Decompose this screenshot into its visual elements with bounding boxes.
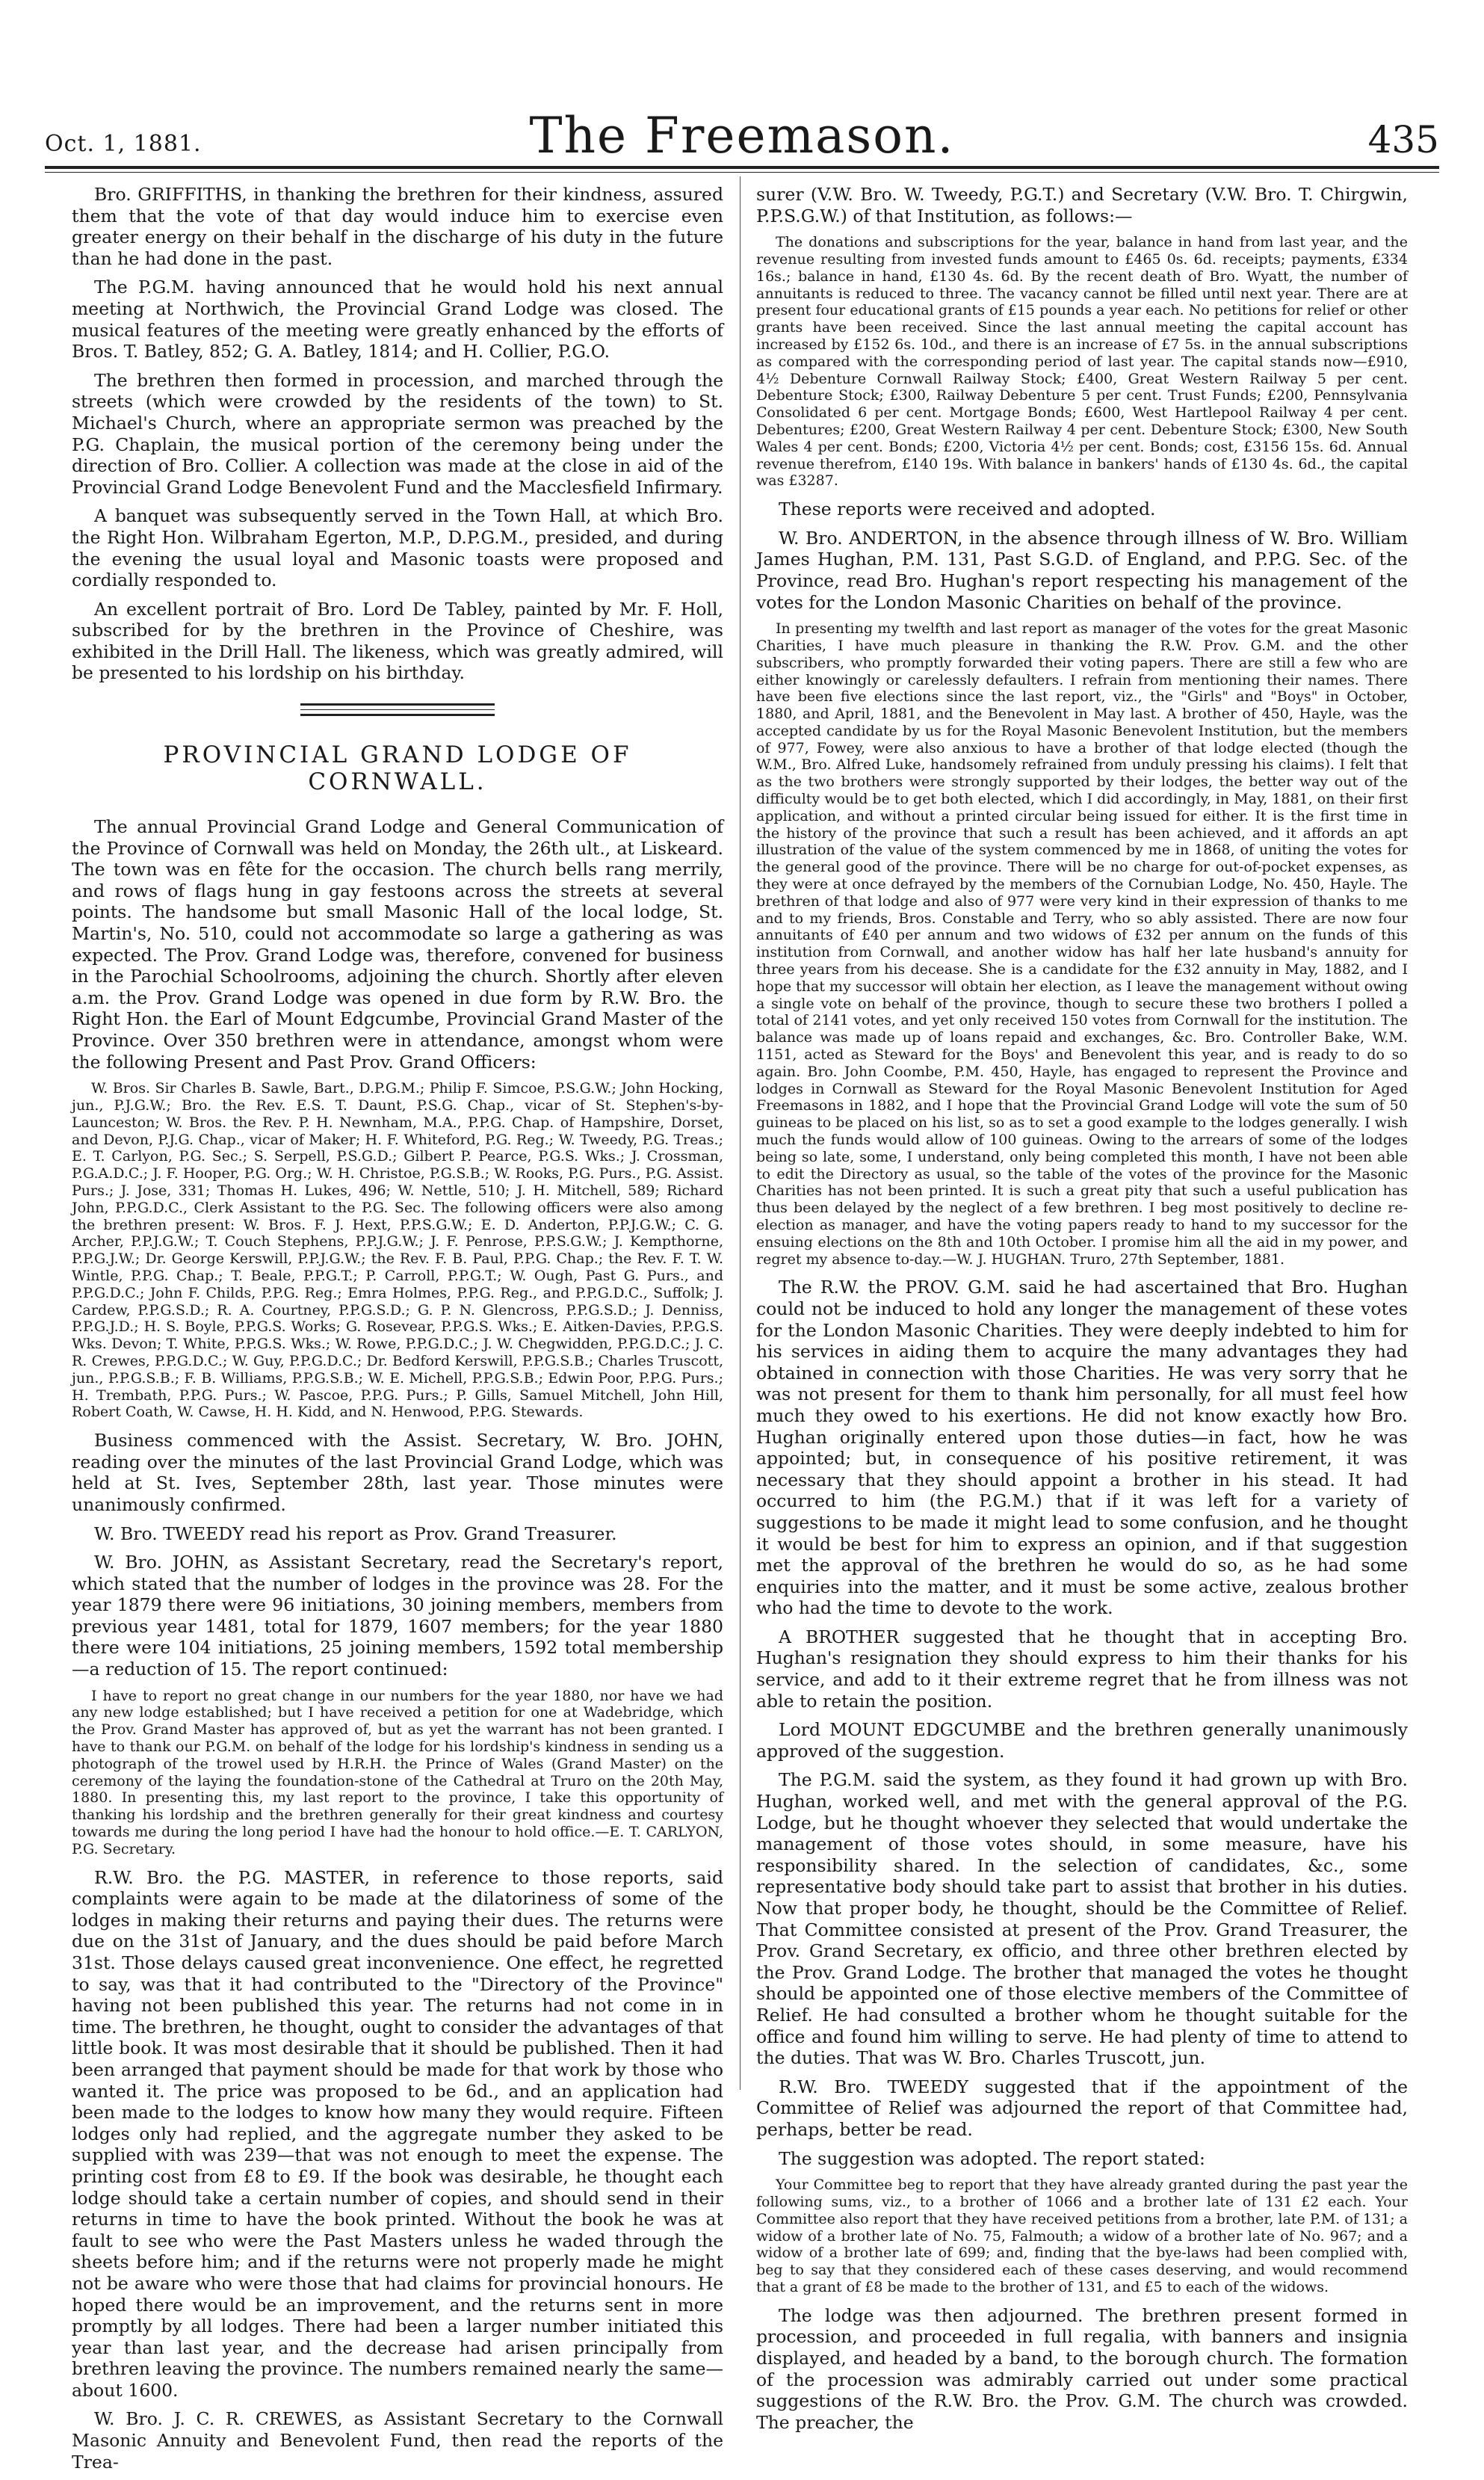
paragraph: The lodge was then adjourned. The brethren present formed in procession, and proceeded in full regalia, with banners and insignia displayed, and headed by a band, to the borough church. The formation of the procession was admirably carried out under some practical suggestions of the R.W. Bro. the Prov. G.M. The church was crowded. The preacher, the — [756, 2304, 1408, 2433]
left-column — [72, 184, 723, 2480]
quoted-report: In presenting my twelfth and last report as manager of the votes for the great Masonic Charities, I have much pleasure in thanking the R.W. Prov. G.M. and the other subscribers, who promptly forwarded their voting papers. There are still a few who are either knowingly or carelessly defaulters. I refrain from mentioning their names. There have been five elections since the last report, viz., the "Girls" and "Boys" in October, 1880, and April, 1881, and the Benevolent in May last. A brother of 450, Hayle, was the accepted candidate by us for the Royal Masonic Benevolent Institution, but the members of 977, Fowey, were also anxious to have a brother of that lodge elected (though the W.M., Bro. Alfred Luke, handsomely refrained from unduly pressing his claims). I felt that as the two brothers were strongly supported by their lodges, the better way out of the difficulty would be to get both elected, which I did accordingly, in May, 1881, on their first application, and without a printed circular being issued for either. It is the first time in the history of the province that such a result has been achieved, and it affords an apt illustration of the value of the system commenced by me in 1868, of uniting the votes for the general good of the province. There will be no charge for out-of-pocket expenses, as they were at once defrayed by the members of the Cornubian Lodge, No. 450, Hayle. The brethren of that lodge and also of 977 were very kind in their expression of thanks to me and to my friends, Bros. Constable and Terry, who so ably assisted. There are now four annuitants of £40 per annum and two widows of £32 per annum on the funds of this institution from Cornwall, and another widow has half her late husband's annuity for three years from his decease. She is a candidate for the £32 annuity in May, 1882, and I hope that my successor will obtain her election, as I leave the management without owing a single vote on behalf of the province, though to secure these two brothers I polled a total of 2141 votes, and yet only received 150 votes from Cornwall for the institution. The balance was made up of loans repaid and exchanges, &c. Bro. Controller Bake, W.M. 1151, acted as Steward for the Boys' and Benevolent this year, and is ready to do so again. Bro. John Coombe, P.M. 450, Hayle, has engaged to represent the Province and lodges in Cornwall as Steward for the Royal Masonic Benevolent Institution for Aged Freemasons in 1882, and I hope that the Provincial Grand Lodge will vote the sum of 50 guineas to be placed on his list, so as to set a good example to the lodges generally. I wish much the funds would allow of 100 guineas. Owing to the arrears of some of the lodges being so late, some, I understand, only being completed this month, I have not been able to edit the Directory as usual, so the table of the votes of the province for the Masonic Charities has not been printed. It is such a great pity that such a useful publication has thus been delayed by the neglect of a few brethren. I beg most positively to decline re-election as manager, and have the voting papers ready to hand to my successor for the ensuing elections on the 8th and 10th October. I promise him all the aid in my power, and regret my absence to-day.—W. J. HUGHAN. Truro, 27th September, 1881. — [756, 620, 1408, 1268]
masthead — [45, 105, 1439, 164]
masthead-rule-thin — [45, 172, 1439, 173]
quoted-report: Your Committee beg to report that they have already granted during the past year the following sums, viz., to a brother of 1066 and a brother late of 131 £2 each. Your Committee also report that they have received petitions from a brother, late P.M. of 131; a widow of a brother late of No. 75, Falmouth; a widow of a brother late of No. 967; and a widow of a brother late of 699; and, finding that the bye-laws had been complied with, beg to say that they considered each of these cases deserving, and would recommend that a grant of £8 be made to the brother of 131, and £5 to each of the widows. — [756, 2177, 1408, 2295]
paragraph: W. Bro. JOHN, as Assistant Secretary, read the Secretary's report, which stated that the number of lodges in the province was 28. For the year 1879 there were 96 initiations, 30 joining members, members from previous year 1481, total for 1879, 1607 members; for the year 1880 there were 104 initiations, 25 joining members, 1592 total membership—a reduction of 15. The report continued: — [72, 1552, 723, 1680]
paragraph: Business commenced with the Assist. Secretary, W. Bro. JOHN, reading over the minutes of the last Provincial Grand Lodge, which was held at St. Ives, September 28th, last year. Those minutes were unanimously confirmed. — [72, 1430, 723, 1515]
column-divider — [740, 176, 741, 2090]
paragraph: Bro. GRIFFITHS, in thanking the brethren for their kindness, assured them that the vote of that day would induce him to exercise even greater energy on their behalf in the discharge of his duty in the future than he had done in the past. — [72, 184, 723, 269]
paragraph: W. Bro. TWEEDY read his report as Prov. Grand Treasurer. — [94, 1523, 617, 1544]
paragraph: R.W. Bro. the P.G. MASTER, in reference to those reports, said complaints were again to be made at the dilatoriness of some of the lodges in making their returns and paying their dues. The returns were due on the 31st of January, and the dues should be paid before March 31st. Those delays caused great inconvenience. One effect, he regretted to say, was that it had contributed to the "Directory of the Province" having not been published this year. The returns had not come in in time. The brethren, he thought, ought to consider the advantages of that little book. It was most desirable that it should be published. Then it had been arranged that payment should be made for that work by those who wanted it. The price was proposed to be 6d., and an application had been made to the lodges to know how many they would require. Fifteen lodges only had replied, and the aggregate number they asked to be supplied with was 239—that was not enough to meet the expense. The printing cost from £8 to £9. If the book was desirable, he thought each lodge should take a certain number of copies, and should send in their returns in time to have the book printed. Without the book he was at fault to see who were the Past Masters unless he waded through the sheets before him; and if the returns were not properly made he might not be aware who were those that had claims for provincial honours. He hoped there would be an improvement, and the returns sent in more promptly by all lodges. There had been a larger number initiated this year than last year, and the decrease had arisen principally from brethren leaving the province. The numbers remained nearly the same—about 1600. — [72, 1866, 723, 2401]
publication-title: The Freemason. — [529, 107, 955, 164]
paragraph: R.W. Bro. TWEEDY suggested that if the appointment of the Committee of Relief was adjourned the report of that Committee had, perhaps, better be read. — [756, 2076, 1408, 2140]
paragraph: The annual Provincial Grand Lodge and General Communication of the Province of Cornwall was held on Monday, the 26th ult., at Liskeard. The town was en fête for the occasion. The church bells rang merrily, and rows of flags hung in gay festoons across the streets at several points. The handsome but small Masonic Hall of the local lodge, St. Martin's, No. 510, could not accommodate so large a gathering as was expected. The Prov. Grand Lodge was, therefore, convened for business in the Parochial Schoolrooms, adjoining the church. Shortly after eleven a.m. the Prov. Grand Lodge was opened in due form by R.W. Bro. the Right Hon. the Earl of Mount Edgcumbe, Provincial Grand Master of the Province. Over 350 brethren were in attendance, amongst whom were the following Present and Past Prov. Grand Officers: — [72, 816, 723, 1073]
section-heading: PROVINCIAL GRAND LODGE OF CORNWALL. — [163, 741, 632, 796]
quoted-report: I have to report no great change in our numbers for the year 1880, nor have we had any new lodge established; but I have received a petition for one at Wadebridge, which the Prov. Grand Master has approved of, but as yet the warrant has not been granted. I have to thank our P.G.M. on behalf of the lodge for his lordship's kindness in sending us a photograph of the trowel used by H.R.H. the Prince of Wales (Grand Master) on the ceremony of the laying the foundation-stone of the Cathedral at Truro on the 20th May, 1880. In presenting this, my last report to the province, I take this opportunity of thanking his lordship and the brethren generally for their great kindness and courtesy towards me during the long period I have had the honour to hold office.—E. T. CARLYON, P.G. Secretary. — [72, 1687, 723, 1857]
officers-list: W. Bros. Sir Charles B. Sawle, Bart., D.P.G.M.; Philip F. Simcoe, P.S.G.W.; John Hocking, jun., P.J.G.W.; Bro. the Rev. E.S. T. Daunt, P.S.G. Chap., vicar of St. Stephen's-by-Launceston; W. Bros. the Rev. P. H. Newnham, M.A., P.P.G. Chap. of Hampshire, Dorset, and Devon, P.J.G. Chap., vicar of Maker; H. F. Whiteford, P.G. Reg.; W. Tweedy, P.G. Treas.; E. T. Carlyon, P.G. Sec.; S. Serpell, P.S.G.D.; Gilbert P. Pearce, P.G.S. Wks.; J. Crossman, P.G.A.D.C.; J. F. Hooper, P.G. Org.; W. H. Christoe, P.G.S.B.; W. Rooks, P.G. Purs., P.G. Assist. Purs.; J. Jose, 331; Thomas H. Lukes, 496; W. Nettle, 510; J. H. Mitchell, 589; Richard John, P.P.G.D.C., Clerk Assistant to the P.G. Sec. The following officers were also among the brethren present: W. Bros. F. J. Hext, P.P.S.G.W.; E. D. Anderton, P.P.J.G.W.; C. G. Archer, P.P.J.G.W.; T. Couch Stephens, P.P.J.G.W.; J. F. Penrose, P.P.S.G.W.; J. Kempthorne, P.P.G.J.W.; Dr. George Kerswill, P.P.J.G.W.; the Rev. F. B. Paul, P.P.G. Chap.; the Rev. F. T. W. Wintle, P.P.G. Chap.; T. Beale, P.P.G.T.; P. Carroll, P.P.G.T.; W. Ough, Past G. Purs., and P.P.G.D.C.; John F. Childs, P.P.G. Reg.; Emra Holmes, P.P.G. Reg., and P.P.G.D.C., Suffolk; J. Cardew, P.P.G.S.D.; R. A. Courtney, P.P.G.S.D.; G. P. N. Glencross, P.P.G.S.D.; J. Denniss, P.P.G.J.D.; H. S. Boyle, P.P.G.S. Works; G. Rosevear, P.P.G.S. Wks.; E. Aitken-Davies, P.P.G.S. Wks. Devon; T. White, P.P.G.S. Wks.; W. Rowe, P.P.G.D.C.; J. W. Chegwidden, P.P.G.D.C.; J. C. R. Crewes, P.P.G.D.C.; W. Guy, P.P.G.D.C.; Dr. Bedford Kerswill, P.P.G.S.B.; Charles Truscott, jun., P.P.G.S.B.; F. B. Williams, P.P.G.S.B.; W. E. Michell, P.P.G.S.B.; Edwin Poor, P.P.G. Purs.; H. Trembath, P.P.G. Purs.; W. Pascoe, P.P.G. Purs.; P. Gills, Samuel Mitchell, John Hill, Robert Coath, W. Cawse, H. H. Kidd, and N. Henwood, P.P.G. Stewards. — [72, 1080, 723, 1421]
paragraph: The brethren then formed in procession, and marched through the streets (which were crowded by the residents of the town) to St. Michael's Church, where an appropriate sermon was preached by the P.G. Chaplain, the musical portion of the ceremony being under the direction of Bro. Collier. A collection was made at the close in aid of the Provincial Grand Lodge Benevolent Fund and the Macclesfield Infirmary. — [72, 369, 723, 498]
paragraph: W. Bro. J. C. R. CREWES, as Assistant Secretary to the Cornwall Masonic Annuity and Benevolent Fund, then read the reports of the Trea- — [72, 2408, 723, 2473]
paragraph: The P.G.M. having announced that he would hold his next annual meeting at Northwich, the Provincial Grand Lodge was closed. The musical features of the meeting were greatly enhanced by the efforts of Bros. T. Batley, 852; G. A. Batley, 1814; and H. Collier, P.G.O. — [72, 277, 723, 363]
issue-date: Oct. 1, 1881. — [45, 131, 202, 157]
masthead-rule-thick — [45, 166, 1439, 169]
right-column — [756, 184, 1408, 2440]
section-separator — [300, 703, 495, 716]
quoted-report: The donations and subscriptions for the year, balance in hand from last year, and the revenue resulting from invested funds amount to £465 0s. 6d. receipts; payments, £334 16s.; balance in hand, £130 4s. 6d. By the recent death of Bro. Wyatt, the number of annuitants is reduced to three. The vacancy cannot be filled until next year. There are at present four educational grants of £15 pounds a year each. No petitions for relief or other grants have been received. Since the last annual meeting the capital account has increased by £152 6s. 10d., and there is an increase of £7 5s. in the annual subscriptions as compared with the corresponding period of last year. The capital stands now—£910, 4½ Debenture Cornwall Railway Stock; £400, Great Western Railway 5 per cent. Debenture Stock; £300, Railway Debenture 5 per cent. Trust Funds; £200, Pennsylvania Consolidated 6 per cent. Mortgage Bonds; £600, West Hartlepool Railway 4 per cent. Debentures; £200, Great Western Railway 4 per cent. Debenture Stock; £300, New South Wales 4 per cent. Bonds; £200, Victoria 4½ per cent. Bonds; cost, £3156 15s. 6d. Annual revenue therefrom, £140 19s. With balance in bankers' hands of £130 4s. 6d., the capital was £3287. — [756, 234, 1408, 490]
paragraph: The R.W. the PROV. G.M. said he had ascertained that Bro. Hughan could not be induced to hold any longer the management of these votes for the London Masonic Charities. They were deeply indebted to him for his services in aiding them to acquire the many advantages they had obtained in connection with those Charities. He was very sorry that he was not present for them to thank him personally, for all must feel how much they owed to his exertions. He did not know exactly how Bro. Hughan originally entered upon those duties—in fact, how he was appointed; but, in consequence of his positive retirement, it was necessary that they should appoint a brother in his stead. It had occurred to him (the P.G.M.) that if it was left for a variety of suggestions to be made it might lead to some confusion, and he thought it would be best for him to express an opinion, and if that suggestion met the approval of the brethren he would do so, as he had some enquiries into the matter, and it must be some active, zealous brother who had the time to devote to the work. — [756, 1277, 1408, 1619]
paragraph: The P.G.M. said the system, as they found it had grown up with Bro. Hughan, worked well, and met with the general approval of the P.G. Lodge, but he thought whoever they selected that would undertake the management of those votes should, in some measure, have his responsibility shared. In the selection of candidates, &c., some representative body should take part to assist that brother in his duties. Now that proper body, he thought, should be the Committee of Relief. That Committee consisted at present of the Prov. Grand Treasurer, the Prov. Grand Secretary, ex officio, and three other brethren elected by the Prov. Grand Lodge. The brother that managed the votes he thought should be appointed one of those elective members of the Committee of Relief. He had consulted a brother whom he thought suitable for the office and found him willing to serve. He had plenty of time to attend to the duties. That was W. Bro. Charles Truscott, jun. — [756, 1769, 1408, 2069]
paragraph: surer (V.W. Bro. W. Tweedy, P.G.T.) and Secretary (V.W. Bro. T. Chirgwin, P.P.S.G.W.) of that Institution, as follows:— — [756, 184, 1408, 226]
paragraph: Lord MOUNT EDGCUMBE and the brethren generally unanimously approved of the suggestion. — [756, 1719, 1408, 1762]
page-number: 435 — [1367, 118, 1439, 161]
paragraph: A banquet was subsequently served in the Town Hall, at which Bro. the Right Hon. Wilbraham Egerton, M.P., D.P.G.M., presided, and during the evening the usual loyal and Masonic toasts were proposed and cordially responded to. — [72, 505, 723, 591]
paragraph: These reports were received and adopted. — [779, 499, 1156, 520]
paragraph: W. Bro. ANDERTON, in the absence through illness of W. Bro. William James Hughan, P.M. 131, Past S.G.D. of England, and P.P.G. Sec. of the Province, read Bro. Hughan's report respecting his management of the votes for the London Masonic Charities on behalf of the province. — [756, 527, 1408, 613]
paragraph: A BROTHER suggested that he thought that in accepting Bro. Hughan's resignation they should express to him their thanks for his service, and add to it their extreme regret that he from illness was not able to retain the position. — [756, 1626, 1408, 1712]
paragraph: An excellent portrait of Bro. Lord De Tabley, painted by Mr. F. Holl, subscribed for by the brethren in the Province of Cheshire, was exhibited in the Drill Hall. The likeness, which was greatly admired, will be presented to his lordship on his birthday. — [72, 598, 723, 684]
paragraph: The suggestion was adopted. The report stated: — [779, 2147, 1205, 2169]
